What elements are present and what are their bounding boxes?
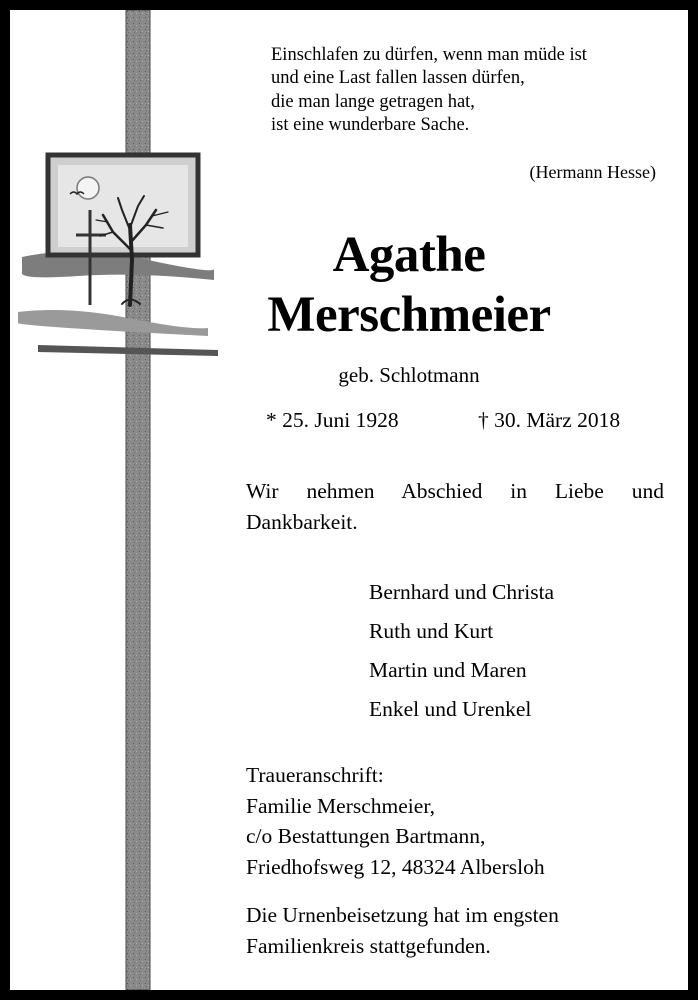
- poem-line: die man lange getragen hat,: [271, 91, 475, 112]
- mourner: Enkel und Urenkel: [369, 697, 532, 721]
- deceased-last-name: Merschmeier: [267, 287, 551, 343]
- poem-line: und eine Last fallen lassen dürfen,: [271, 68, 525, 89]
- address-line: Friedhofsweg 12, 48324 Albersloh: [246, 854, 545, 879]
- mourner: Ruth und Kurt: [369, 619, 494, 643]
- closing-note: [246, 900, 559, 962]
- memorial-illustration: [18, 10, 218, 990]
- farewell-text: Wir nehmen Abschied in Liebe und Dankbarkeit.: [246, 479, 664, 534]
- address-line: Traueranschrift:: [246, 763, 384, 787]
- death-date: † 30. März 2018: [478, 408, 621, 432]
- poem-line: ist eine wunderbare Sache.: [271, 114, 470, 135]
- mourning-address: [246, 760, 545, 882]
- address-line: c/o Bestattungen Bartmann,: [246, 824, 486, 848]
- poem: [271, 44, 587, 137]
- address-line: Familie Merschmeier,: [246, 793, 435, 818]
- mourner: Martin und Maren: [369, 658, 527, 682]
- deceased-first-name: Agathe: [332, 227, 486, 283]
- closing-line: Familienkreis stattgefunden.: [246, 934, 491, 958]
- mourner: Bernhard und Christa: [369, 580, 555, 604]
- closing-line: Die Urnenbeisetzung hat im engsten: [246, 903, 559, 927]
- birth-date: * 25. Juni 1928: [266, 408, 399, 432]
- maiden-name: geb. Schlotmann: [338, 363, 480, 387]
- poem-author: (Hermann Hesse): [529, 162, 656, 182]
- moon-icon: [77, 177, 99, 199]
- mourners-list: [369, 573, 554, 729]
- poem-line: Einschlafen zu dürfen, wenn man müde ist: [271, 45, 587, 65]
